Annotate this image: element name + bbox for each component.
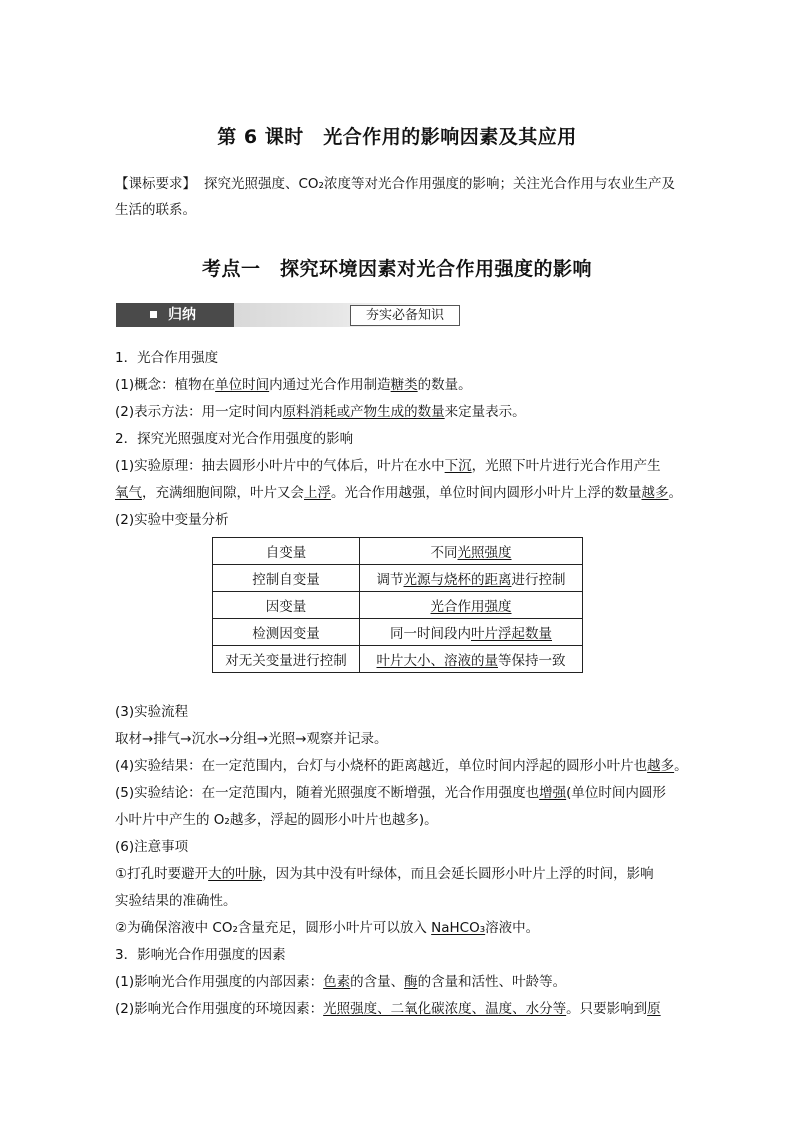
text: 。只要影响到 — [566, 1001, 648, 1017]
conclusion-line-2: 小叶片中产生的 O₂越多，浮起的圆形小叶片也越多)。 — [115, 812, 438, 828]
text: (4)实验结果：在一定范围内，台灯与小烧杯的距离越近，单位时间内浮起的圆形小叶片也 — [115, 758, 648, 774]
text: (1)影响光合作用强度的内部因素： — [115, 974, 324, 990]
flow-text: 取材→排气→沉水→分组→光照→观察并记录。 — [115, 731, 388, 747]
result-line — [115, 757, 688, 775]
heading-influencing-factors: 3．影响光合作用强度的因素 — [115, 947, 286, 963]
variable-table — [212, 537, 583, 673]
text: 的含量、 — [350, 974, 405, 990]
banner-sublabel: 夯实必备知识 — [350, 305, 460, 326]
concept-line — [115, 376, 472, 394]
table-cell — [360, 565, 583, 592]
text: 溶液中。 — [485, 920, 540, 936]
answer-underline: 越多 — [641, 485, 669, 501]
method-line — [115, 403, 526, 421]
answer-underline: 光合作用强度 — [430, 599, 512, 615]
answer-underline: 酶 — [404, 974, 418, 990]
table-row — [213, 592, 583, 619]
text: 同一时间段内 — [390, 626, 471, 642]
standard-text-line2: 生活的联系。 — [115, 202, 196, 218]
page-title: 第 6 课时 光合作用的影响因素及其应用 — [217, 126, 577, 148]
text: (2)影响光合作用强度的环境因素： — [115, 1001, 324, 1017]
answer-underline: 光照强度 — [457, 545, 512, 561]
text: 等保持一致 — [498, 653, 566, 669]
answer-underline: 叶片浮起数量 — [471, 626, 552, 642]
principle-line-1 — [115, 457, 661, 475]
table-row — [213, 646, 583, 673]
text: 来定量表示。 — [444, 404, 526, 420]
section-banner — [116, 303, 444, 327]
table-cell — [360, 592, 583, 619]
text: ①打孔时要避开 — [115, 866, 209, 882]
answer-underline: 越多 — [647, 758, 675, 774]
text: 内通过光合作用制造 — [269, 377, 391, 393]
table-cell: 对无关变量进行控制 — [213, 646, 360, 673]
answer-underline: 光照强度、二氧化碳浓度、温度、水分等 — [323, 1001, 567, 1017]
curriculum-standard — [115, 171, 685, 223]
text: 进行控制 — [511, 572, 566, 588]
table-row — [213, 565, 583, 592]
answer-underline: 大的叶脉 — [208, 866, 263, 882]
square-bullet-icon — [150, 311, 157, 318]
note-1-line-2: 实验结果的准确性。 — [115, 893, 237, 909]
text: ②为确保溶液中 CO₂含量充足，圆形小叶片可以放入 — [115, 920, 432, 936]
variable-analysis-heading: (2)实验中变量分析 — [115, 512, 229, 528]
text: ，光照下叶片进行光合作用产生 — [471, 458, 661, 474]
text: (1)实验原理：抽去圆形小叶片中的气体后，叶片在水中 — [115, 458, 445, 474]
answer-underline: 原 — [647, 1001, 661, 1017]
text: (5)实验结论：在一定范围内，随着光照强度不断增强，光合作用强度也 — [115, 785, 540, 801]
answer-underline: 下沉 — [444, 458, 472, 474]
table-cell — [360, 646, 583, 673]
table-row — [213, 538, 583, 565]
text: 。 — [674, 758, 688, 774]
note-1-line-1 — [115, 865, 654, 883]
standard-tag: 【课标要求】 — [115, 176, 196, 192]
text: 。 — [668, 485, 682, 501]
note-2-line — [115, 919, 539, 937]
text: 调节 — [376, 572, 404, 588]
answer-underline: 原料消耗或产物生成的数量 — [282, 404, 445, 420]
heading-photosynthesis-intensity: 1．光合作用强度 — [115, 350, 219, 366]
text: ，因为其中没有叶绿体，而且会延长圆形小叶片上浮的时间，影响 — [262, 866, 654, 882]
table-cell — [360, 538, 583, 565]
notes-heading: (6)注意事项 — [115, 839, 189, 855]
table-cell: 因变量 — [213, 592, 360, 619]
table-cell: 控制自变量 — [213, 565, 360, 592]
banner-label: 归纳 — [168, 307, 196, 323]
heading-light-experiment: 2．探究光照强度对光合作用强度的影响 — [115, 431, 354, 447]
text: 。光合作用越强，单位时间内圆形小叶片上浮的数量 — [331, 485, 642, 501]
text: 的含量和活性、叶龄等。 — [417, 974, 567, 990]
answer-underline: 叶片大小、溶液的量 — [376, 653, 498, 669]
flow-heading: (3)实验流程 — [115, 704, 189, 720]
table-cell — [360, 619, 583, 646]
environment-factors-line — [115, 1000, 661, 1018]
text: 不同 — [430, 545, 458, 561]
table-cell: 检测因变量 — [213, 619, 360, 646]
section-title: 考点一 探究环境因素对光合作用强度的影响 — [201, 258, 592, 280]
text: (2)表示方法：用一定时间内 — [115, 404, 283, 420]
principle-line-2 — [115, 484, 682, 502]
answer-underline: 糖类 — [390, 377, 418, 393]
answer-underline: NaHCO₃ — [431, 920, 486, 936]
text: (1)概念：植物在 — [115, 377, 216, 393]
answer-underline: 光源与烧杯的距离 — [403, 572, 512, 588]
conclusion-line-1 — [115, 784, 666, 802]
table-cell: 自变量 — [213, 538, 360, 565]
answer-underline: 色素 — [323, 974, 351, 990]
standard-text-line1: 探究光照强度、CO₂浓度等对光合作用强度的影响；关注光合作用与农业生产及 — [204, 176, 675, 192]
answer-underline: 上浮 — [304, 485, 331, 501]
text: (单位时间内圆形 — [566, 785, 666, 801]
answer-underline: 单位时间 — [215, 377, 270, 393]
answer-underline: 增强 — [539, 785, 567, 801]
inner-factors-line — [115, 973, 566, 991]
answer-underline: 氧气 — [115, 485, 142, 501]
text: 的数量。 — [417, 377, 472, 393]
banner-dark-block — [116, 303, 234, 327]
text: ，充满细胞间隙，叶片又会 — [142, 485, 304, 501]
table-row — [213, 619, 583, 646]
